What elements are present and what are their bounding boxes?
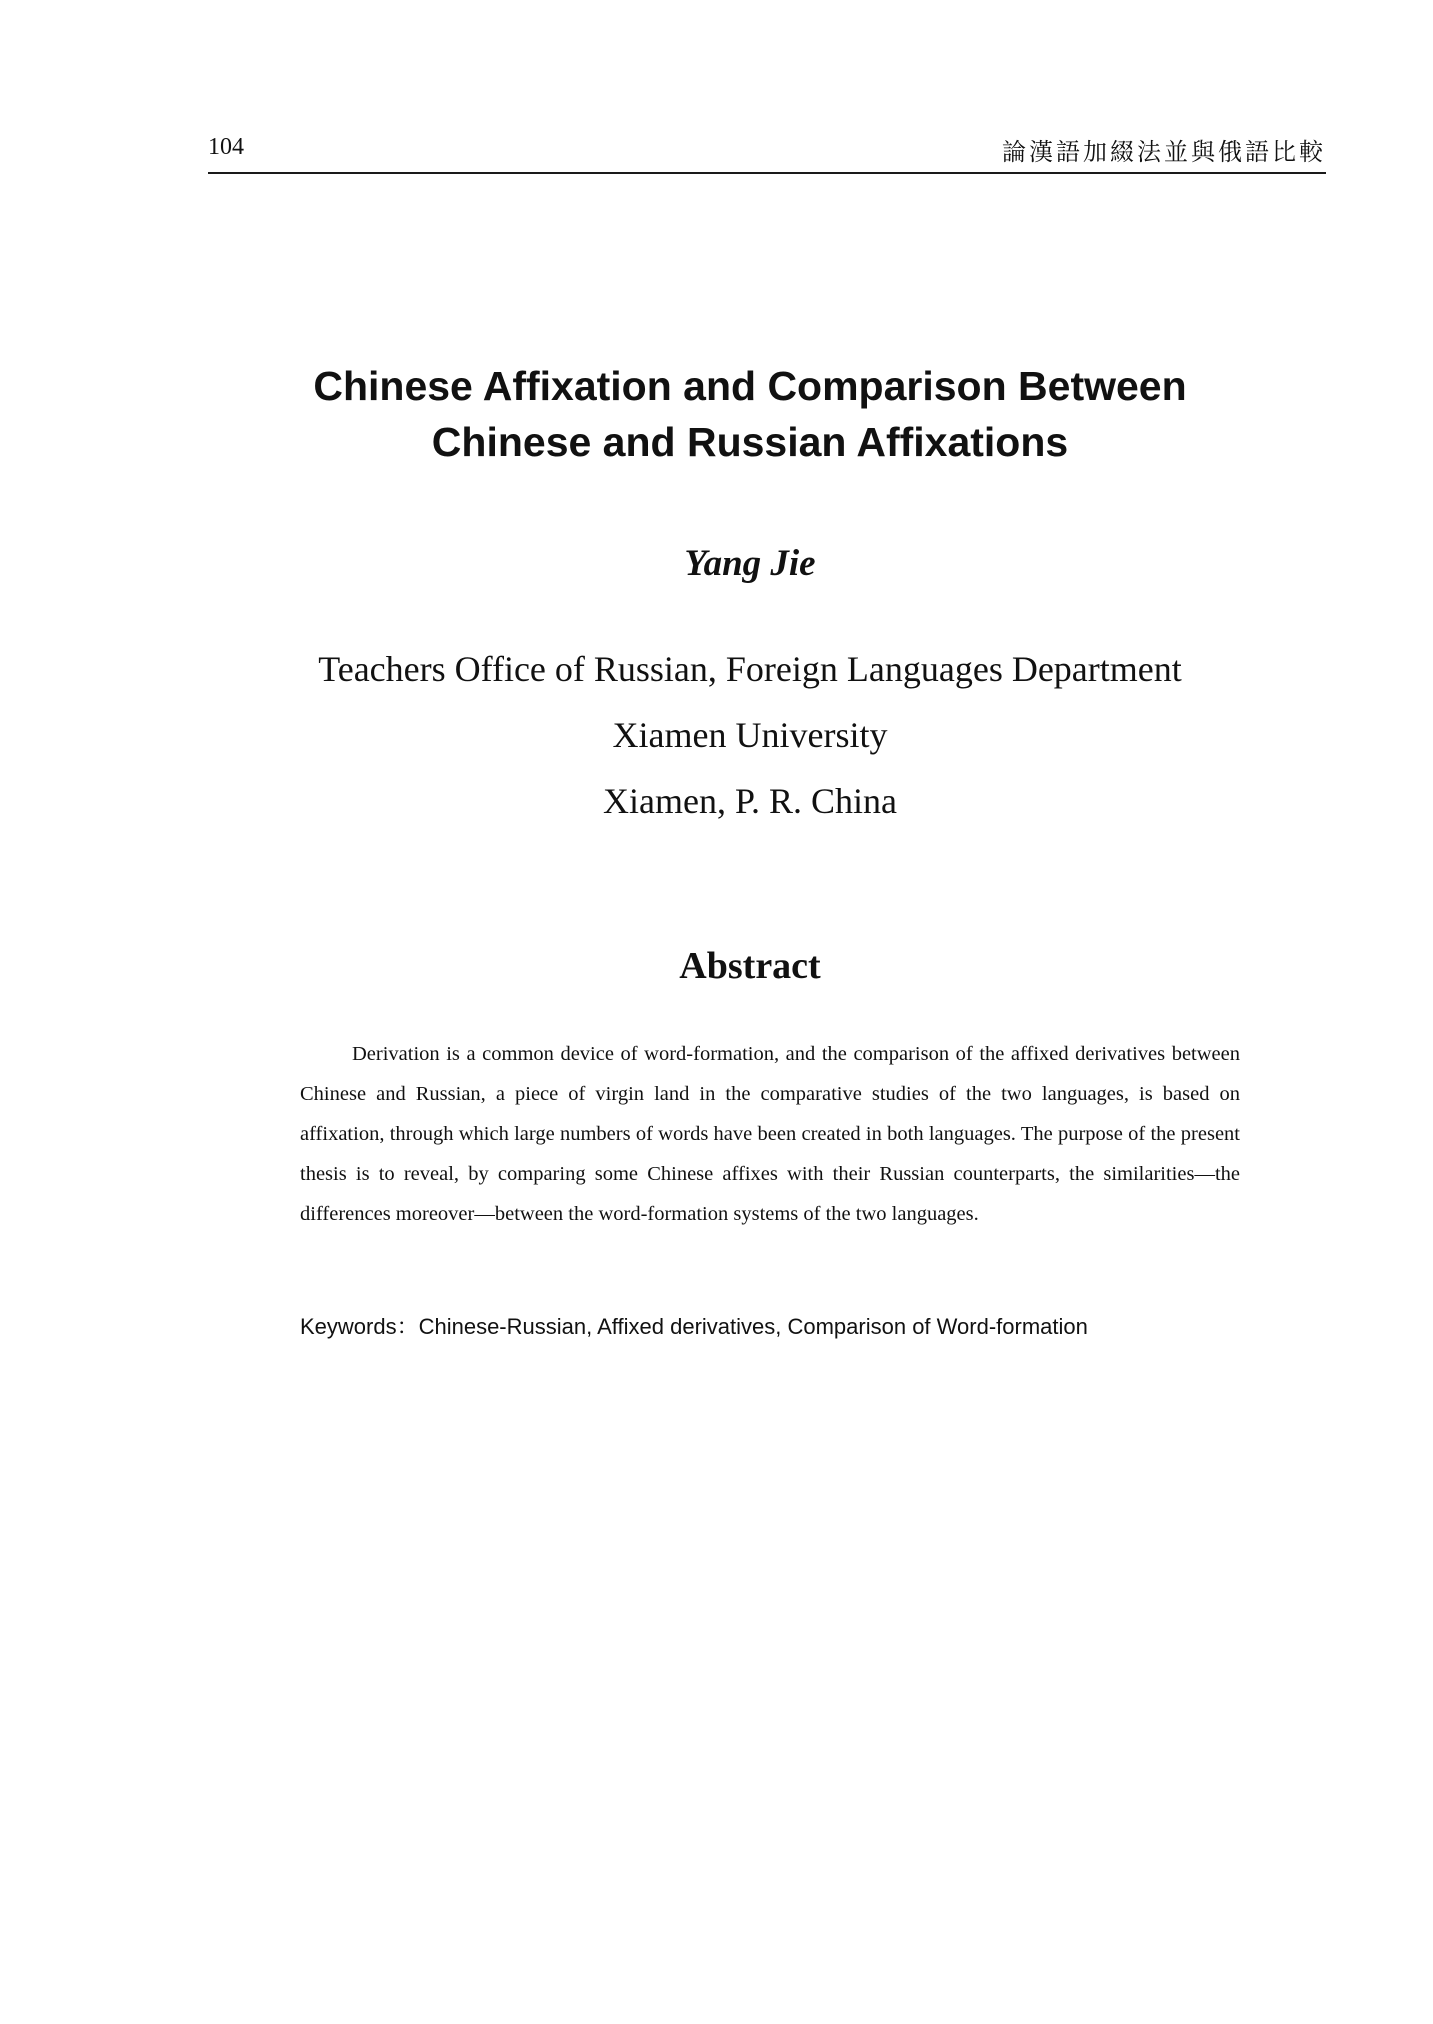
author-affiliation [200,636,1300,834]
author-name: Yang Jie [684,543,816,584]
running-head [208,128,1326,174]
affiliation-line-1: Teachers Office of Russian, Foreign Languages Department [318,649,1182,689]
abstract-heading: Abstract [679,945,821,987]
affiliation-line-2: Xiamen University [612,715,888,755]
page-number: 104 [208,134,244,160]
abstract-body: Derivation is a common device of word-formation, and the comparison of the affixed derivatives between Chinese and Russian, a piece of virgin land in the comparative studies of the two languages, is based on affixation, through which large numbers of words have been created in both languages. The purpose of the present thesis is to reveal, by comparing some Chinese affixes with their Russian counterparts, the similarities—the differences moreover—between the word-formation systems of the two languages. [300,1043,1240,1225]
running-head-title: 論漢語加綴法並與俄語比較 [1002,138,1326,166]
article-title [200,358,1300,470]
keywords-line: Keywords：Chinese-Russian, Affixed derivatives, Comparison of Word-formation [300,1314,1088,1339]
article-title-line-1: Chinese Affixation and Comparison Between [313,363,1187,409]
affiliation-line-3: Xiamen, P. R. China [603,781,897,821]
article-title-line-2: Chinese and Russian Affixations [431,419,1069,465]
